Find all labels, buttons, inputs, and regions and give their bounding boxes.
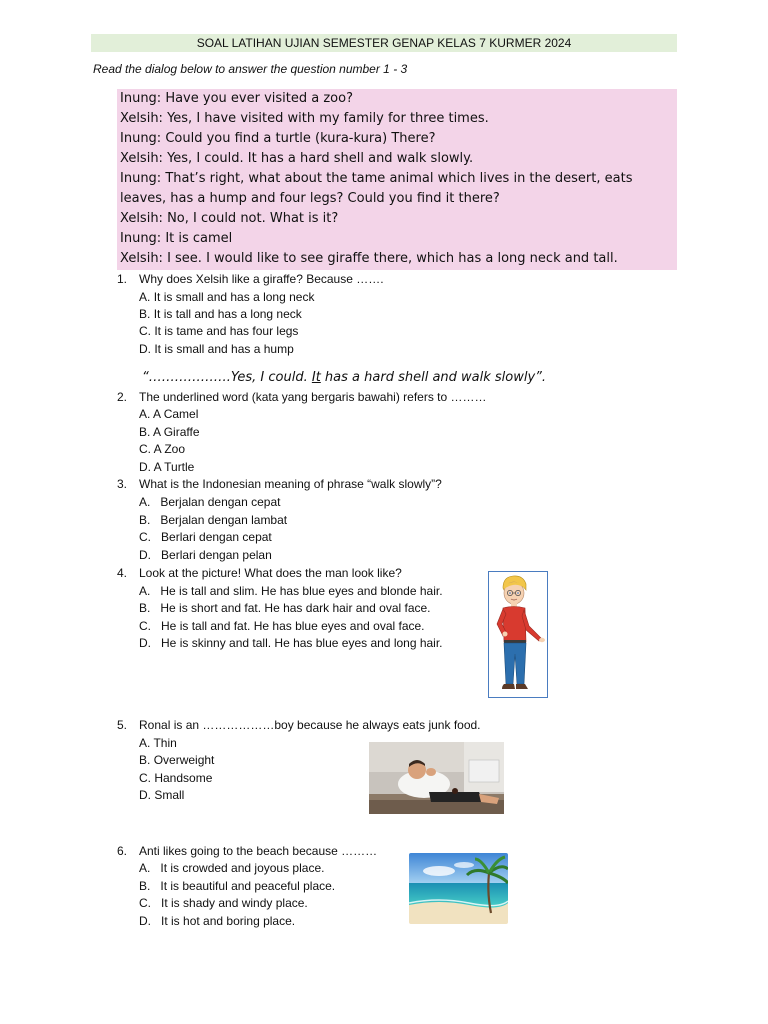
beach-illustration	[409, 853, 508, 924]
question-4: 4. Look at the picture! What does the man look like?	[117, 566, 402, 580]
option-4b: B. He is short and fat. He has dark hair and oval face.	[139, 601, 431, 615]
option-2b: B. A Giraffe	[139, 425, 200, 439]
dialog-line: Xelsih: I see. I would like to see giraffe there, which has a long neck and tall.	[120, 251, 618, 266]
option-1d: D. It is small and has a hump	[139, 342, 294, 356]
man-cartoon-image	[488, 571, 548, 698]
option-2d: D. A Turtle	[139, 460, 195, 474]
beach-photo	[409, 853, 508, 924]
quote-sentence: “……………….Yes, I could. It has a hard shell and walk slowly”.	[142, 370, 547, 385]
question-3: 3. What is the Indonesian meaning of phrase “walk slowly”?	[117, 477, 442, 491]
option-3b: B. Berjalan dengan lambat	[139, 513, 288, 527]
dialog-line: Xelsih: No, I could not. What is it?	[120, 211, 339, 226]
question-5: 5. Ronal is an ………………boy because he always eats junk food.	[117, 718, 481, 732]
option-2c: C. A Zoo	[139, 442, 186, 456]
option-1a: A. It is small and has a long neck	[139, 290, 315, 304]
question-1	[117, 271, 384, 287]
underlined-word: It	[311, 370, 321, 385]
option-4d: D. He is skinny and tall. He has blue eyes and long hair.	[139, 636, 443, 650]
option-6c: C. It is shady and windy place.	[139, 896, 308, 910]
option-6b: B. It is beautiful and peaceful place.	[139, 879, 336, 893]
option-1b: B. It is tall and has a long neck	[139, 307, 302, 321]
question-number: 1.	[117, 272, 128, 286]
man-cartoon-icon	[489, 572, 547, 697]
option-5d: D. Small	[139, 788, 185, 802]
option-6d: D. It is hot and boring place.	[139, 914, 296, 928]
overweight-boy-photo	[369, 742, 504, 814]
document-title: SOAL LATIHAN UJIAN SEMESTER GENAP KELAS 7 KURMER 2024	[91, 34, 677, 52]
dialog-line: leaves, has a hump and four legs? Could you find it there?	[120, 191, 500, 206]
option-4c: C. He is tall and fat. He has blue eyes and oval face.	[139, 619, 425, 633]
dialog-line: Inung: It is camel	[120, 231, 233, 246]
option-3c: C. Berlari dengan cepat	[139, 530, 272, 544]
option-3d: D. Berlari dengan pelan	[139, 548, 272, 562]
dialog-line: Inung: Could you find a turtle (kura-kura) There?	[120, 131, 436, 146]
dialog-line: Inung: That’s right, what about the tame animal which lives in the desert, eats	[120, 171, 633, 186]
option-5c: C. Handsome	[139, 771, 213, 785]
question-6: 6. Anti likes going to the beach because ………	[117, 844, 378, 858]
photo-illustration	[369, 742, 504, 814]
option-1c: C. It is tame and has four legs	[139, 324, 299, 338]
question-text: Why does Xelsih like a giraffe? Because …….	[139, 272, 384, 286]
instruction-text: Read the dialog below to answer the question number 1 - 3	[93, 62, 408, 76]
dialog-box	[117, 89, 677, 270]
option-3a: A. Berjalan dengan cepat	[139, 495, 281, 509]
option-5b: B. Overweight	[139, 753, 215, 767]
option-4a: A. He is tall and slim. He has blue eyes and blonde hair.	[139, 584, 443, 598]
dialog-line: Inung: Have you ever visited a zoo?	[120, 91, 353, 106]
option-5a: A. Thin	[139, 736, 177, 750]
option-2a: A. A Camel	[139, 407, 199, 421]
option-6a: A. It is crowded and joyous place.	[139, 861, 325, 875]
dialog-line: Xelsih: Yes, I have visited with my family for three times.	[120, 111, 489, 126]
question-2: 2. The underlined word (kata yang bergaris bawahi) refers to ………	[117, 390, 487, 404]
dialog-line: Xelsih: Yes, I could. It has a hard shell and walk slowly.	[120, 151, 474, 166]
